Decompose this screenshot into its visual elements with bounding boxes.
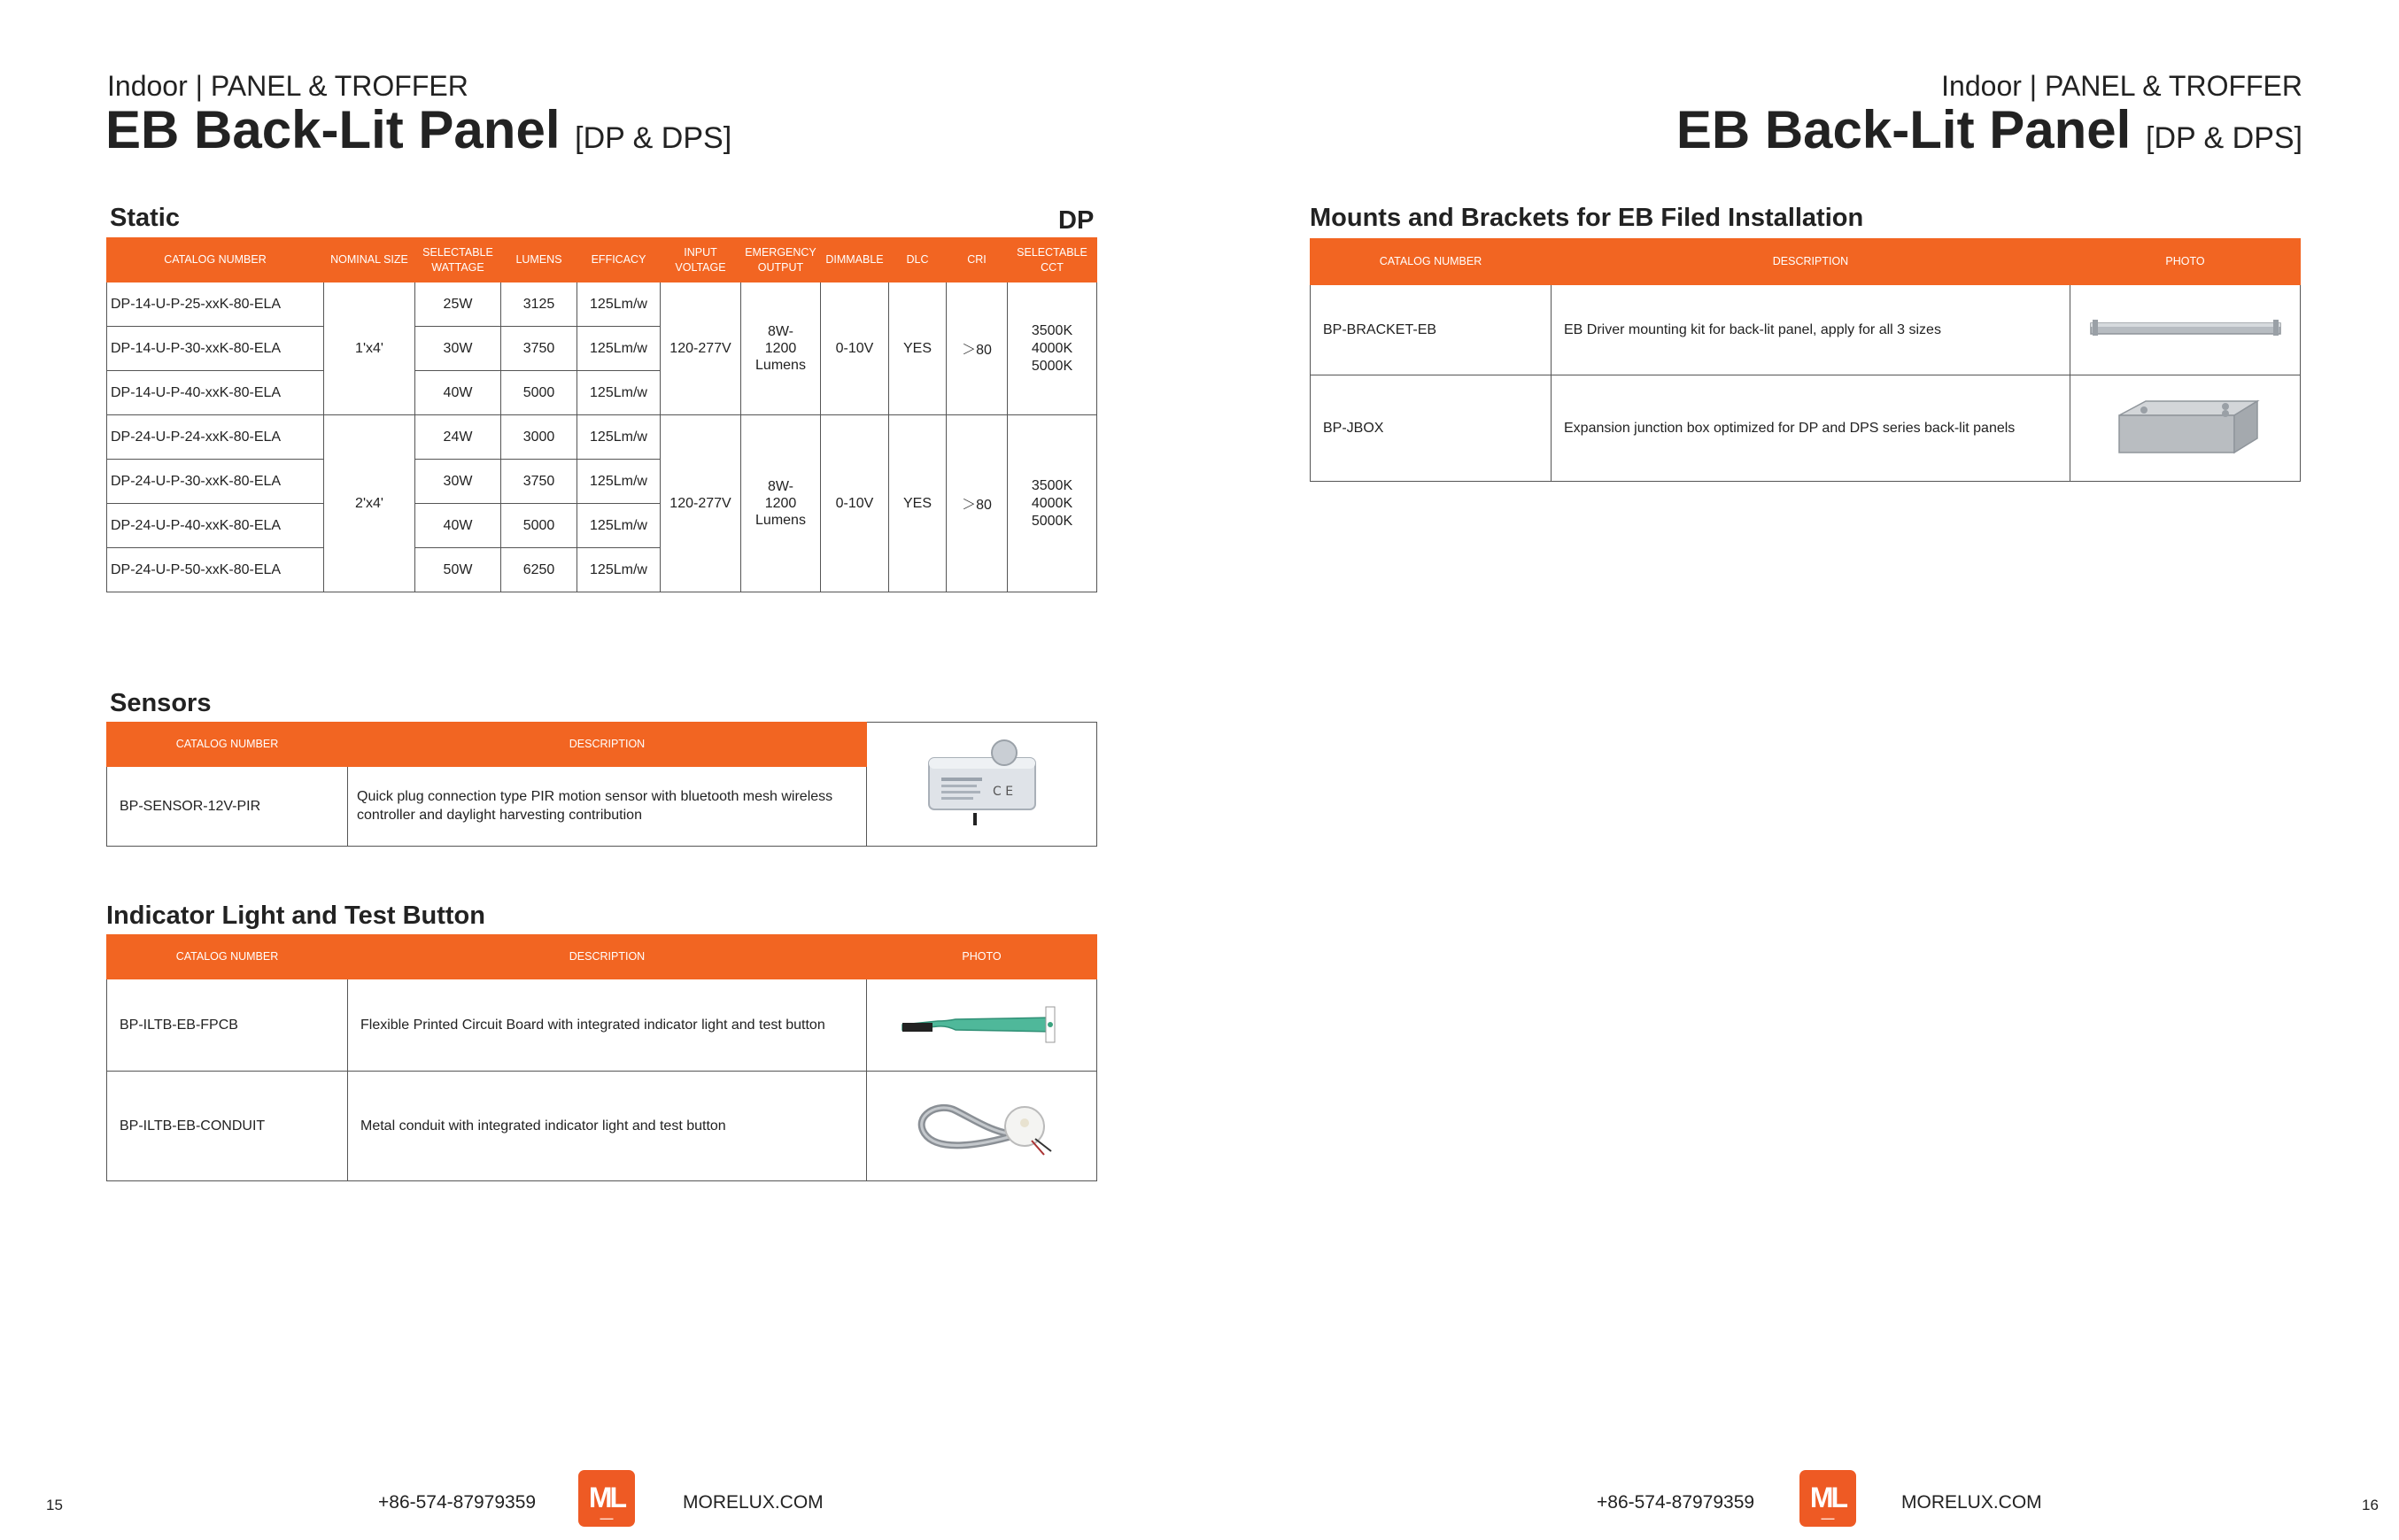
catalog-number: DP-24-U-P-40-xxK-80-ELA (107, 504, 324, 548)
catalog-number: DP-24-U-P-24-xxK-80-ELA (107, 415, 324, 460)
wattage: 25W (415, 282, 501, 327)
junction-box-image (2101, 389, 2270, 468)
mounts-col-description: DESCRIPTION (1552, 239, 2070, 285)
mounts-table (1310, 238, 2301, 482)
mounts-header-row (1311, 239, 2301, 285)
static-table (106, 237, 1097, 592)
right-title-subtitle: [DP & DPS] (2146, 121, 2302, 155)
table-row (1311, 375, 2301, 482)
catalog-number: DP-24-U-P-50-xxK-80-ELA (107, 548, 324, 592)
logo-tagline-mark: ▬▬▬ (600, 1516, 614, 1521)
static-col-dimmable: DIMMABLE (821, 238, 889, 282)
catalog-number: BP-JBOX (1311, 375, 1552, 482)
left-phone: +86-574-87979359 (378, 1492, 537, 1513)
static-col-efficacy: EFFICACY (577, 238, 661, 282)
description: Quick plug connection type PIR motion sensor with bluetooth mesh wireless controller and daylight harvesting contribution (348, 767, 867, 847)
sensor-photo-cell (867, 723, 1097, 847)
static-col-cri: CRI (947, 238, 1008, 282)
indicator-heading: Indicator Light and Test Button (106, 902, 485, 930)
wattage: 30W (415, 460, 501, 504)
table-row (107, 415, 1097, 460)
logo-text: ML (588, 1482, 625, 1513)
lumens: 6250 (501, 548, 577, 592)
catalog-number: BP-SENSOR-12V-PIR (107, 767, 348, 847)
efficacy: 125Lm/w (577, 282, 661, 327)
static-col-lumens: LUMENS (501, 238, 577, 282)
emergency-output: 8W-1200 Lumens (741, 415, 821, 592)
selectable-cct: 3500K 4000K 5000K (1008, 282, 1097, 415)
sensors-col-catalog: CATALOG NUMBER (107, 723, 348, 767)
logo-text: ML (1809, 1482, 1846, 1513)
input-voltage: 120-277V (661, 282, 741, 415)
static-col-catalog: CATALOG NUMBER (107, 238, 324, 282)
table-row (107, 282, 1097, 327)
right-page-number: 16 (2362, 1497, 2379, 1513)
wattage: 30W (415, 327, 501, 371)
right-morelux-logo (1799, 1470, 1856, 1527)
mounts-heading: Mounts and Brackets for EB Filed Installation (1310, 204, 1864, 232)
mounts-col-photo: PHOTO (2070, 239, 2301, 285)
wattage: 50W (415, 548, 501, 592)
efficacy: 125Lm/w (577, 504, 661, 548)
description: Expansion junction box optimized for DP and DPS series back-lit panels (1552, 375, 2070, 482)
catalog-number: BP-ILTB-EB-FPCB (107, 979, 348, 1072)
left-page-title (105, 100, 732, 159)
bracket-image (2084, 304, 2287, 357)
photo-cell (2070, 285, 2301, 375)
indicator-table (106, 934, 1097, 1181)
efficacy: 125Lm/w (577, 415, 661, 460)
left-title-subtitle: [DP & DPS] (575, 121, 732, 155)
left-morelux-logo (578, 1470, 635, 1527)
indicator-header-row (107, 935, 1097, 979)
table-row (107, 979, 1097, 1072)
left-page-number: 15 (46, 1497, 63, 1513)
static-series-tag: DP (1058, 206, 1095, 235)
efficacy: 125Lm/w (577, 548, 661, 592)
cri: ＞80 (947, 415, 1008, 592)
left-category: Indoor | PANEL & TROFFER (107, 70, 468, 102)
right-title-text: EB Back-Lit Panel (1675, 100, 2132, 159)
static-col-emergency: EMERGENCY OUTPUT (741, 238, 821, 282)
static-col-size: NOMINAL SIZE (324, 238, 415, 282)
description: Metal conduit with integrated indicator light and test button (348, 1072, 867, 1181)
catalog-number: BP-ILTB-EB-CONDUIT (107, 1072, 348, 1181)
description: EB Driver mounting kit for back-lit panel, apply for all 3 sizes (1552, 285, 2070, 375)
wattage: 24W (415, 415, 501, 460)
efficacy: 125Lm/w (577, 460, 661, 504)
efficacy: 125Lm/w (577, 327, 661, 371)
lumens: 5000 (501, 504, 577, 548)
mounts-col-catalog: CATALOG NUMBER (1311, 239, 1552, 285)
dimmable: 0-10V (821, 282, 889, 415)
lumens: 3750 (501, 327, 577, 371)
right-category: Indoor | PANEL & TROFFER (1941, 70, 2302, 102)
fpcb-image (894, 994, 1071, 1056)
dimmable: 0-10V (821, 415, 889, 592)
photo-cell (867, 979, 1097, 1072)
photo-cell (867, 1072, 1097, 1181)
catalog-number: DP-24-U-P-30-xxK-80-ELA (107, 460, 324, 504)
logo-tagline-mark: ▬▬▬ (1821, 1516, 1835, 1521)
static-col-voltage: INPUT VOLTAGE (661, 238, 741, 282)
catalog-number: DP-14-U-P-25-xxK-80-ELA (107, 282, 324, 327)
catalog-number: BP-BRACKET-EB (1311, 285, 1552, 375)
emergency-output: 8W-1200 Lumens (741, 282, 821, 415)
input-voltage: 120-277V (661, 415, 741, 592)
dlc: YES (889, 282, 947, 415)
svg-text:C E: C E (992, 784, 1013, 799)
wattage: 40W (415, 371, 501, 415)
right-page-title (1675, 100, 2302, 159)
sensors-heading: Sensors (110, 689, 212, 717)
sensors-col-description: DESCRIPTION (348, 723, 867, 767)
pir-sensor-image (911, 731, 1053, 838)
indicator-col-catalog: CATALOG NUMBER (107, 935, 348, 979)
catalog-number: DP-14-U-P-30-xxK-80-ELA (107, 327, 324, 371)
lumens: 3125 (501, 282, 577, 327)
efficacy: 125Lm/w (577, 371, 661, 415)
selectable-cct: 3500K 4000K 5000K (1008, 415, 1097, 592)
wattage: 40W (415, 504, 501, 548)
static-col-dlc: DLC (889, 238, 947, 282)
static-col-cct: SELECTABLE CCT (1008, 238, 1097, 282)
lumens: 3750 (501, 460, 577, 504)
sensors-table (106, 722, 1097, 847)
static-header-row (107, 238, 1097, 282)
conduit-image (902, 1082, 1062, 1171)
lumens: 5000 (501, 371, 577, 415)
left-title-text: EB Back-Lit Panel (105, 100, 561, 159)
lumens: 3000 (501, 415, 577, 460)
cri: ＞80 (947, 282, 1008, 415)
static-col-wattage: SELECTABLE WATTAGE (415, 238, 501, 282)
nominal-size: 2'x4' (324, 415, 415, 592)
indicator-col-description: DESCRIPTION (348, 935, 867, 979)
nominal-size: 1'x4' (324, 282, 415, 415)
sensors-header-row (107, 723, 1097, 767)
table-row (1311, 285, 2301, 375)
right-phone: +86-574-87979359 (1597, 1492, 1755, 1513)
table-row (107, 1072, 1097, 1181)
static-heading: Static (110, 204, 180, 232)
left-website-link[interactable]: MORELUX.COM (683, 1492, 824, 1513)
catalog-number: DP-14-U-P-40-xxK-80-ELA (107, 371, 324, 415)
description: Flexible Printed Circuit Board with integrated indicator light and test button (348, 979, 867, 1072)
indicator-col-photo: PHOTO (867, 935, 1097, 979)
dlc: YES (889, 415, 947, 592)
photo-cell (2070, 375, 2301, 482)
right-website-link[interactable]: MORELUX.COM (1901, 1492, 2042, 1513)
